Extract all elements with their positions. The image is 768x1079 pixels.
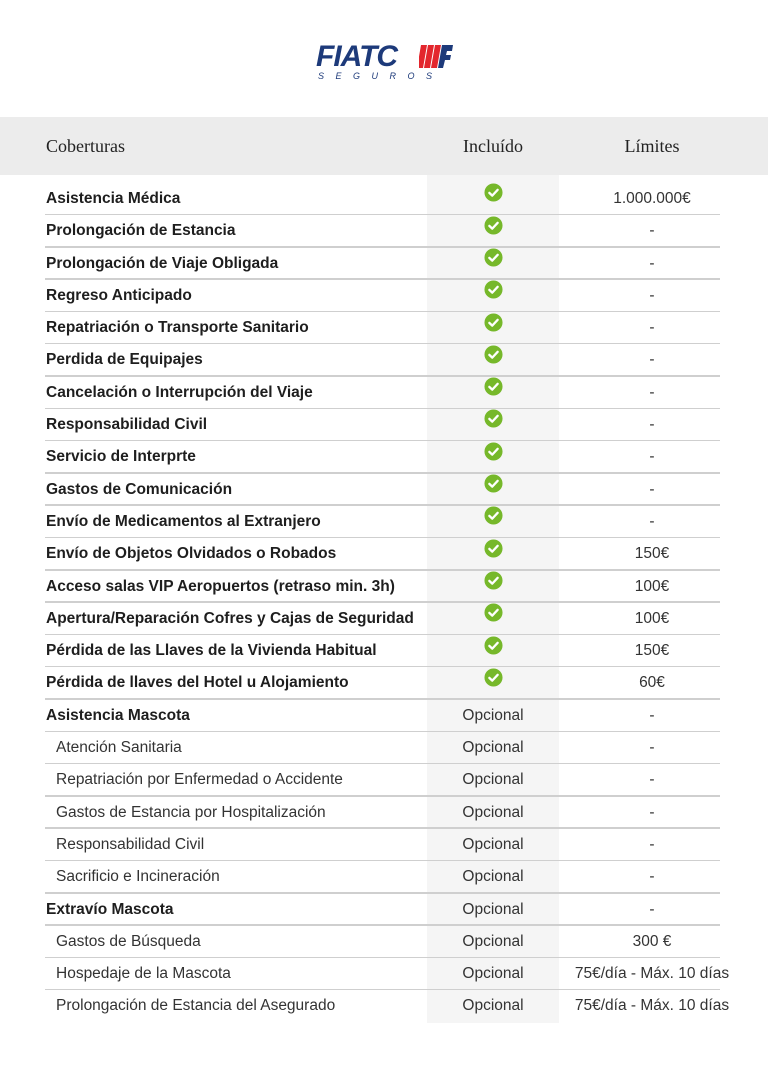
table-row (0, 990, 768, 1022)
check-circle-icon (484, 474, 503, 493)
included-status: Opcional (462, 706, 524, 724)
included-status: Opcional (462, 997, 524, 1015)
table-row (0, 280, 768, 312)
limit-value: 100€ (634, 609, 670, 627)
check-circle-icon (484, 313, 503, 332)
coverage-name: Responsabilidad Civil (56, 835, 205, 853)
header-coverage: Coberturas (46, 136, 125, 156)
table-row (0, 797, 768, 829)
table-row (0, 764, 768, 796)
limit-value: - (649, 835, 655, 853)
check-circle-icon (484, 345, 503, 364)
coverage-name: Gastos de Comunicación (46, 480, 233, 498)
limit-value: - (649, 739, 655, 757)
coverage-name: Prolongación de Viaje Obligada (46, 254, 279, 272)
coverage-name: Acceso salas VIP Aeropuertos (retraso min. 3h) (46, 577, 395, 595)
table-row (0, 700, 768, 732)
header-limits: Límites (624, 136, 680, 156)
coverage-name: Asistencia Mascota (46, 706, 190, 724)
coverage-name: Regreso Anticipado (46, 286, 192, 304)
included-cell (427, 183, 559, 214)
limit-value: - (649, 706, 655, 724)
limit-value: 100€ (634, 577, 670, 595)
included-cell (427, 377, 559, 408)
limit-value: 150€ (634, 545, 670, 563)
limit-value: - (649, 383, 655, 401)
coverage-name: Repatriación por Enfermedad o Accidente (56, 771, 343, 789)
check-circle-icon (484, 216, 503, 235)
coverage-name: Asistencia Médica (46, 190, 181, 207)
table-row (0, 409, 768, 441)
limit-value: - (649, 351, 655, 369)
coverage-name: Apertura/Reparación Cofres y Cajas de Seguridad (46, 609, 414, 627)
included-status: Opcional (462, 739, 524, 757)
logo-mark-icon (419, 45, 453, 68)
limit-value: - (649, 319, 655, 337)
limit-value: - (649, 868, 655, 886)
limit-value: - (649, 480, 655, 498)
limit-value: 1.000.000€ (613, 190, 691, 207)
header-included: Incluído (463, 136, 523, 156)
table-row (0, 667, 768, 699)
coverage-name: Cancelación o Interrupción del Viaje (46, 383, 313, 401)
coverage-name: Pérdida de llaves del Hotel u Alojamiento (46, 674, 349, 692)
table-row (0, 732, 768, 764)
limit-value: 60€ (639, 674, 665, 692)
included-cell (427, 571, 559, 602)
limit-value: 300 € (632, 932, 672, 950)
table-row (0, 474, 768, 506)
included-status: Opcional (462, 900, 524, 918)
included-cell (427, 312, 559, 343)
table-row (0, 861, 768, 893)
table-row (0, 958, 768, 990)
included-status: Opcional (462, 803, 524, 821)
table-row (0, 506, 768, 538)
coverage-name: Sacrificio e Incineración (56, 868, 220, 886)
coverage-table-body (0, 183, 768, 1023)
limit-value: 75€/día - Máx. 10 días (574, 997, 730, 1015)
check-circle-icon (484, 409, 503, 428)
included-cell (427, 538, 559, 569)
coverage-name: Atención Sanitaria (56, 739, 182, 757)
fiatc-logo (316, 42, 456, 84)
coverage-name: Pérdida de las Llaves de la Vivienda Habitual (46, 642, 377, 660)
coverage-name: Hospedaje de la Mascota (56, 965, 231, 983)
included-status: Opcional (462, 868, 524, 886)
coverage-name: Repatriación o Transporte Sanitario (46, 319, 309, 337)
coverage-name: Gastos de Estancia por Hospitalización (56, 803, 326, 821)
table-row (0, 377, 768, 409)
logo-subtitle: SEGUROS (318, 71, 444, 81)
included-cell (427, 441, 559, 472)
included-cell (427, 667, 559, 698)
included-cell (427, 409, 559, 440)
table-row (0, 571, 768, 603)
limit-value: - (649, 803, 655, 821)
included-cell (427, 474, 559, 505)
table-row (0, 829, 768, 861)
limit-value: - (649, 771, 655, 789)
check-circle-icon (484, 636, 503, 655)
check-circle-icon (484, 248, 503, 267)
limit-value: - (649, 222, 655, 240)
check-circle-icon (484, 571, 503, 590)
coverage-name: Extravío Mascota (46, 900, 174, 918)
included-status: Opcional (462, 771, 524, 789)
coverage-name: Perdida de Equipajes (46, 351, 203, 369)
limit-value: - (649, 254, 655, 272)
included-cell (427, 635, 559, 666)
coverage-name: Prolongación de Estancia (46, 222, 236, 240)
table-row (0, 926, 768, 958)
limit-value: - (649, 286, 655, 304)
included-status: Opcional (462, 932, 524, 950)
included-cell (427, 344, 559, 375)
check-circle-icon (484, 603, 503, 622)
check-circle-icon (484, 280, 503, 299)
included-cell (427, 603, 559, 634)
included-status: Opcional (462, 965, 524, 983)
coverage-name: Envío de Medicamentos al Extranjero (46, 512, 321, 530)
table-row (0, 635, 768, 667)
table-row (0, 183, 768, 215)
included-cell (427, 506, 559, 537)
table-row (0, 344, 768, 376)
included-status: Opcional (462, 835, 524, 853)
table-header (0, 117, 768, 175)
coverage-name: Prolongación de Estancia del Asegurado (56, 997, 336, 1015)
included-cell (427, 215, 559, 246)
table-row (0, 441, 768, 473)
limit-value: - (649, 448, 655, 466)
included-cell (427, 280, 559, 311)
coverage-name: Envío de Objetos Olvidados o Robados (46, 545, 337, 563)
table-row (0, 603, 768, 635)
table-row (0, 248, 768, 280)
check-circle-icon (484, 183, 503, 202)
limit-value: - (649, 416, 655, 434)
limit-value: 150€ (634, 642, 670, 660)
included-cell (427, 248, 559, 279)
check-circle-icon (484, 668, 503, 687)
coverage-name: Servicio de Interprte (46, 448, 196, 466)
logo-wordmark: FIATC (316, 40, 398, 73)
check-circle-icon (484, 377, 503, 396)
limit-value: - (649, 512, 655, 530)
table-row (0, 312, 768, 344)
check-circle-icon (484, 442, 503, 461)
table-row (0, 538, 768, 570)
check-circle-icon (484, 506, 503, 525)
limit-value: 75€/día - Máx. 10 días (574, 965, 730, 983)
coverage-name: Responsabilidad Civil (46, 416, 208, 434)
limit-value: - (649, 900, 655, 918)
check-circle-icon (484, 539, 503, 558)
table-row (0, 215, 768, 247)
table-row (0, 894, 768, 926)
coverage-name: Gastos de Búsqueda (56, 932, 201, 950)
